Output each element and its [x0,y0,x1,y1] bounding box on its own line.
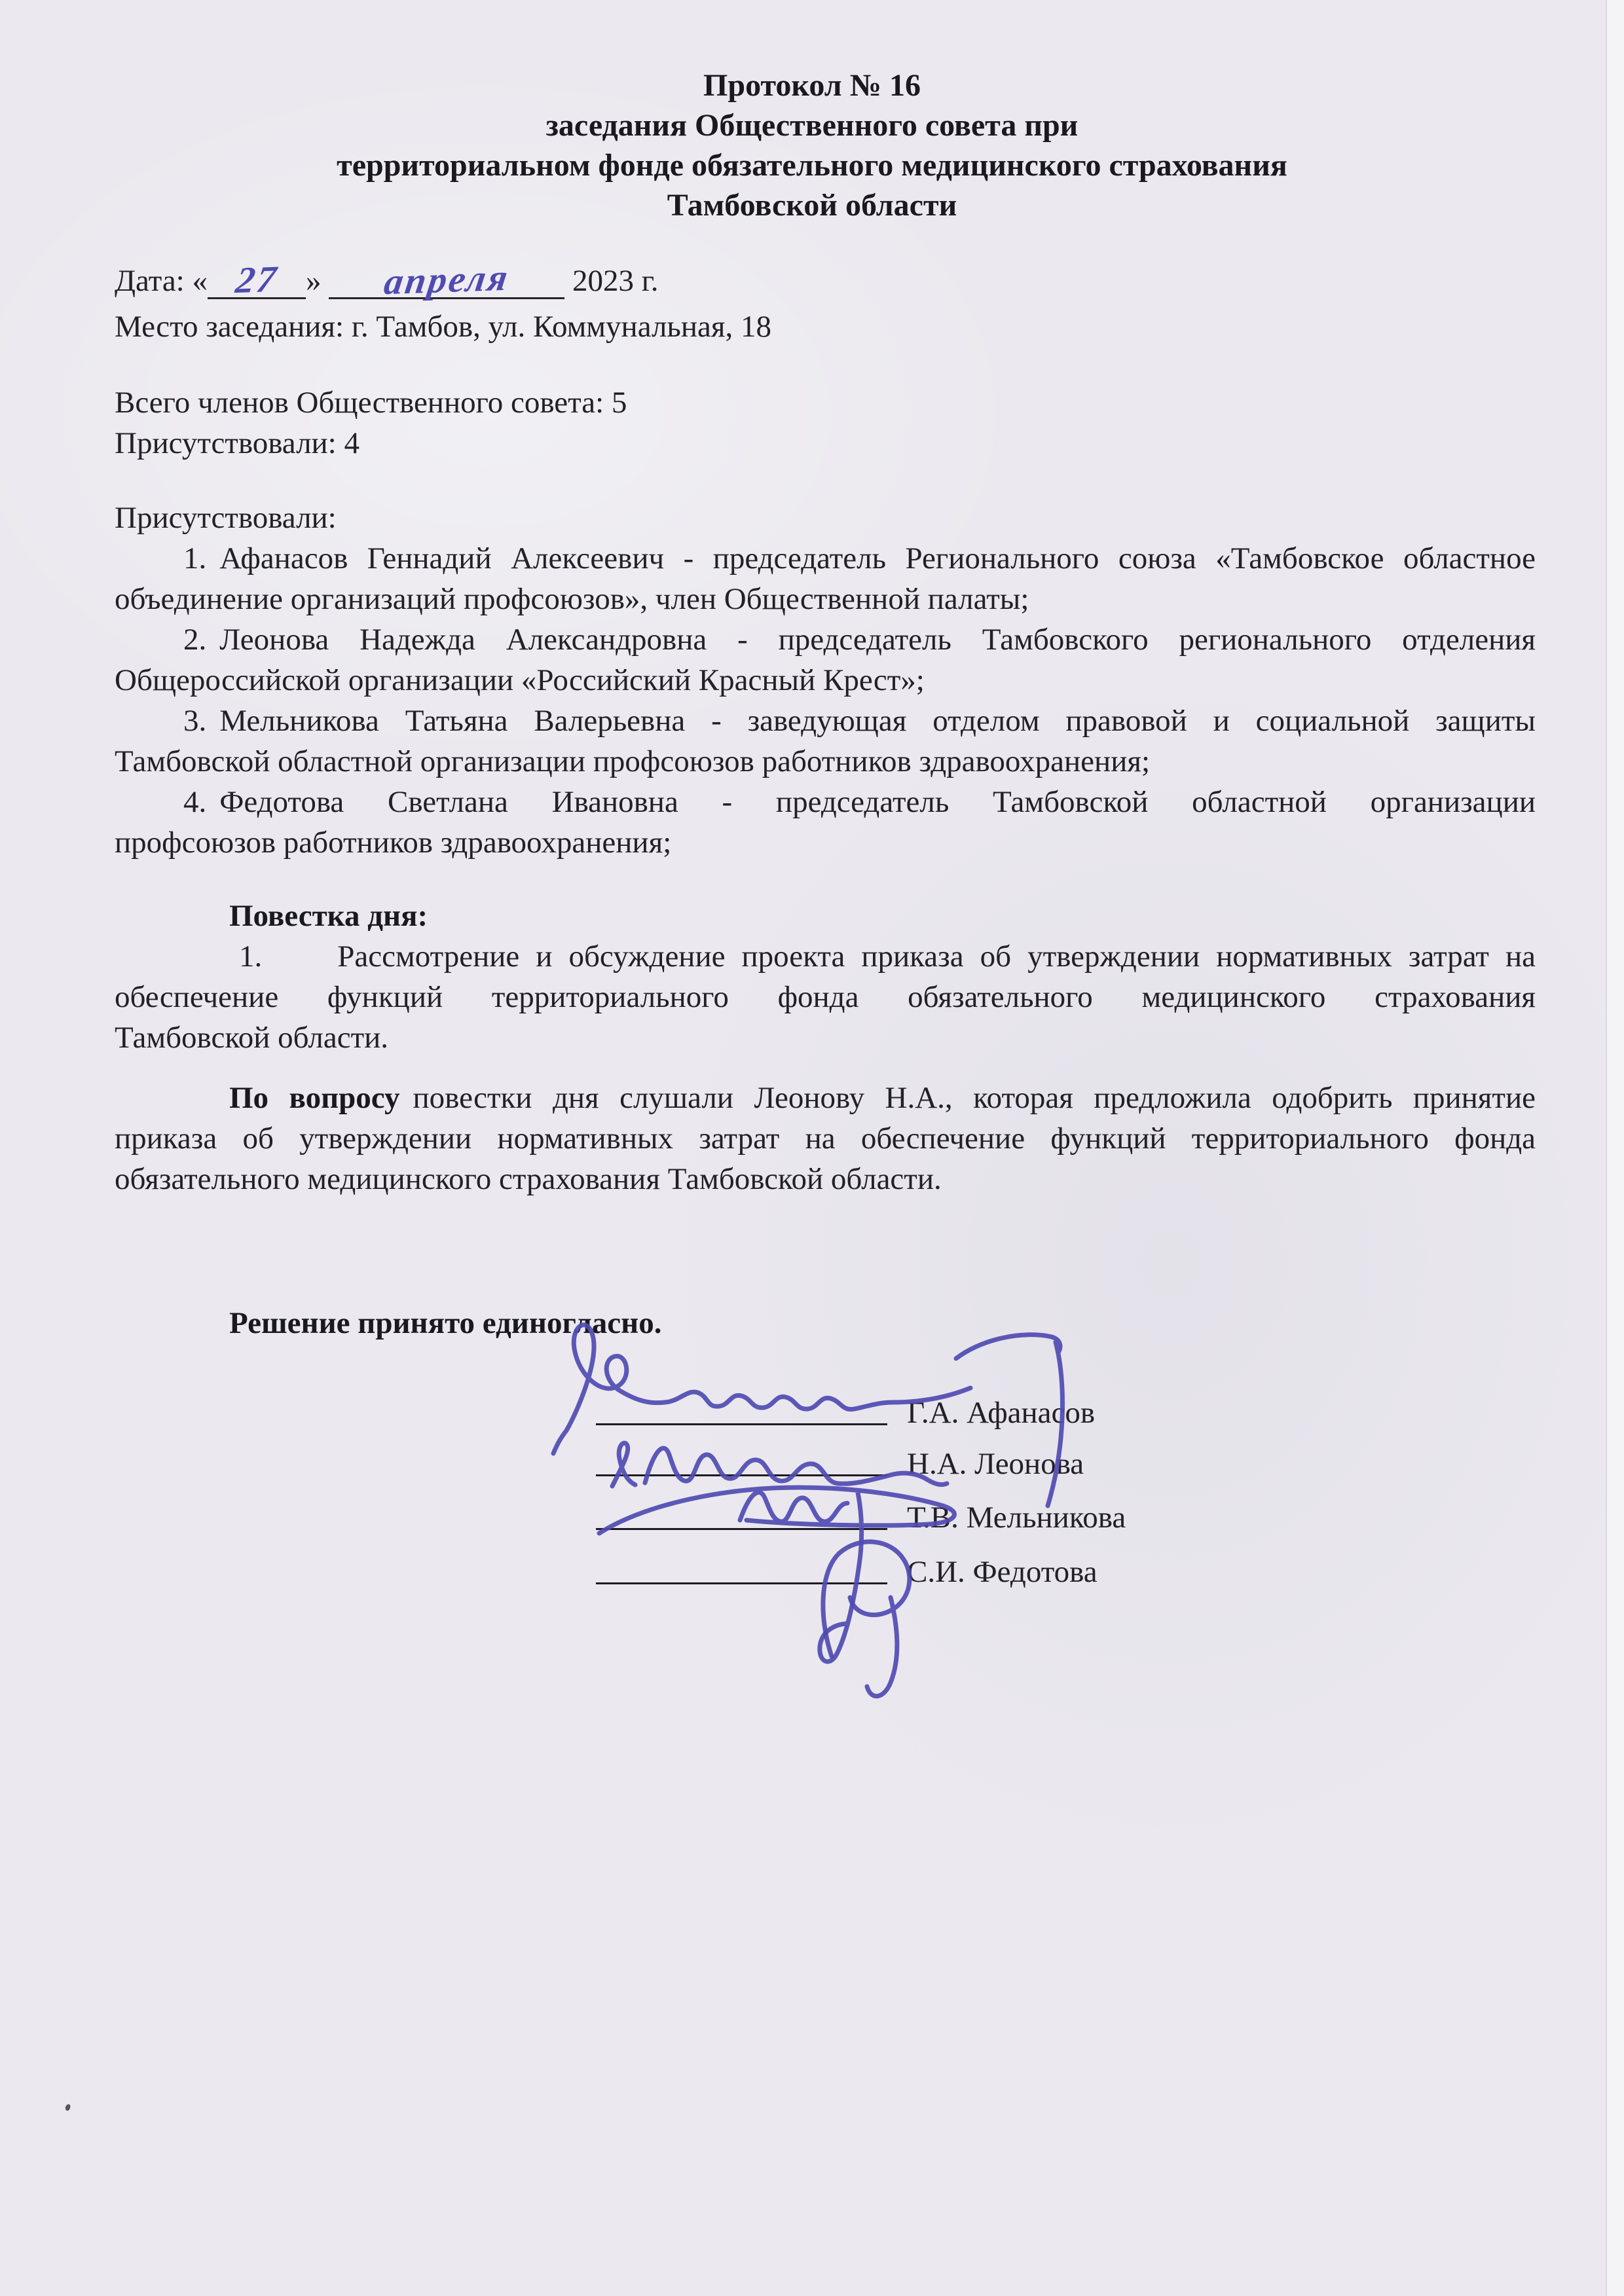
attendee-3-number: 3. [183,704,207,738]
attendee-3-text: Мельникова Татьяна Валерьевна - заведующая отделом правовой и социальной защиты [219,704,1536,738]
signature-name-afanasov: Г.А. Афанасов [907,1396,1096,1430]
document-title [0,65,1624,225]
title-line-4: Тамбовской области [667,188,957,223]
attendee-1-line-2: объединение организаций профсоюзов», член Общественной палаты; [115,582,1029,616]
date-close-quote: » [306,264,329,298]
attendee-4-text: Федотова Светлана Ивановна - председатель Тамбовской областной организации [219,785,1536,819]
agenda-item-number: 1. [239,939,263,974]
signature-name-fedotova: С.И. Федотова [907,1555,1098,1589]
date-day-blank [208,258,306,302]
attendee-4-line-1 [115,782,1536,822]
hearing-text: повестки дня слушали Леонову Н.А., которая предложила одобрить принятие [413,1081,1536,1115]
handwritten-month: апреля [381,257,512,303]
present-count-line: Присутствовали: 4 [115,426,360,460]
agenda-item-line-1 [115,936,1536,977]
hearing-bold-lead: По вопросу [229,1081,400,1115]
date-month-blank [329,257,564,303]
attendee-2-number: 2. [183,623,207,657]
signature-name-leonova: Н.А. Леонова [907,1447,1084,1481]
attendee-1-line-1 [115,538,1536,579]
total-members-line: Всего членов Общественного совета: 5 [115,386,627,420]
stray-ink-dot [65,2104,71,2111]
signature-afanasov-flourish-ink [956,1335,1062,1506]
attendee-2-text: Леонова Надежда Александровна - председатель Тамбовского регионального отделения [219,623,1536,657]
handwritten-day: 27 [232,258,280,302]
place-line: Место заседания: г. Тамбов, ул. Коммунальная, 18 [115,310,771,344]
decision-line: Решение принято единогласно. [229,1306,662,1340]
agenda-item-text: Рассмотрение и обсуждение проекта приказа об утверждении нормативных затрат на [337,939,1536,974]
agenda-item-line-3: Тамбовской области. [115,1021,389,1055]
attendee-4-number: 4. [183,785,207,819]
attendee-2-line-1 [115,619,1536,660]
signature-ink-overlay [524,1290,1139,1722]
scan-paper-edge [1606,0,1624,2296]
attendee-3-line-1 [115,701,1536,741]
attendee-1-number: 1. [183,541,207,575]
signature-melnikova-ink [599,1487,954,1662]
title-line-3: территориальном фонде обязательного медицинского страхования [337,148,1287,183]
date-prefix: Дата: « [115,264,208,298]
attendee-1-text: Афанасов Геннадий Алексеевич - председатель Регионального союза «Тамбовское областное [219,541,1536,575]
title-line-1: Протокол № 16 [703,68,921,103]
agenda-item-line-2: обеспечение функций территориального фонда обязательного медицинского страхования [115,980,1536,1014]
signature-name-melnikova: Т.В. Мельникова [907,1501,1126,1535]
hearing-line-1 [115,1078,1536,1118]
attendee-4-line-2: профсоюзов работников здравоохранения; [115,826,672,860]
agenda-heading: Повестка дня: [229,899,428,933]
attendees-heading: Присутствовали: [115,501,337,535]
signature-afanasov-ink [553,1325,970,1453]
signature-leonova-ink [612,1443,947,1486]
hearing-line-3: обязательного медицинского страхования Тамбовской области. [115,1162,942,1196]
signature-fedotova-ink [823,1542,910,1696]
date-year: 2023 г. [564,264,659,298]
date-line [115,257,1536,303]
attendee-2-line-2: Общероссийской организации «Российский Красный Крест»; [115,663,925,697]
hearing-line-2: приказа об утверждении нормативных затрат на обеспечение функций территориального фонда [115,1121,1536,1156]
title-line-2: заседания Общественного совета при [545,108,1079,143]
attendee-3-line-2: Тамбовской областной организации профсоюзов работников здравоохранения; [115,744,1151,778]
